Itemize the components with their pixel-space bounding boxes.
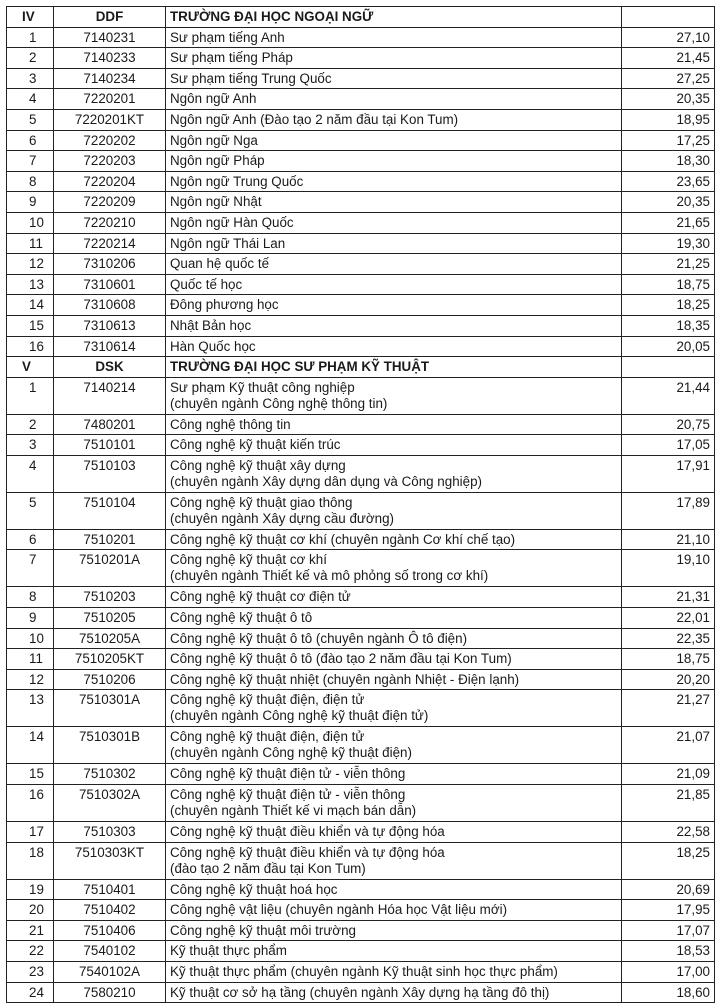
table-row	[7, 727, 715, 764]
section-name: TRƯỜNG ĐẠI HỌC SƯ PHẠM KỸ THUẬT	[166, 357, 622, 378]
table-row	[7, 900, 715, 921]
cutoff-score: 27,25	[622, 68, 715, 89]
major-code: 7220204	[54, 171, 166, 192]
table-row	[7, 842, 715, 879]
major-name-line: Hàn Quốc học	[170, 338, 256, 354]
cutoff-score: 21,45	[622, 48, 715, 69]
major-code: 7140234	[54, 68, 166, 89]
major-code: 7220214	[54, 233, 166, 254]
major-code: 7140231	[54, 27, 166, 48]
major-name-line: Ngôn ngữ Pháp	[170, 153, 265, 169]
major-name	[166, 941, 622, 962]
cutoff-score: 18,75	[622, 649, 715, 670]
table-row	[7, 27, 715, 48]
major-name-line: Nhật Bản học	[170, 317, 252, 333]
row-number: 15	[7, 764, 54, 785]
major-name	[166, 879, 622, 900]
row-number: 6	[7, 130, 54, 151]
major-name-line: Ngôn ngữ Hàn Quốc	[170, 214, 294, 230]
row-number: 9	[7, 192, 54, 213]
major-name-line: Ngôn ngữ Nhật	[170, 194, 262, 210]
major-name-line: Quốc tế học	[170, 276, 243, 292]
row-number: 17	[7, 822, 54, 843]
major-name	[166, 212, 622, 233]
row-number: 13	[7, 274, 54, 295]
major-name	[166, 435, 622, 456]
major-code: 7510201A	[54, 550, 166, 587]
row-number: 8	[7, 587, 54, 608]
major-name-line: Quan hệ quốc tế	[170, 256, 270, 272]
cutoff-score: 20,35	[622, 192, 715, 213]
table-row	[7, 941, 715, 962]
table-row	[7, 529, 715, 550]
major-code: 7140233	[54, 48, 166, 69]
major-name-line: Kỹ thuật thực phẩm (chuyên ngành Kỹ thuật sinh học thực phẩm)	[170, 964, 558, 979]
admission-scores-table	[6, 6, 715, 1003]
major-name-line: Sư phạm tiếng Trung Quốc	[170, 70, 332, 86]
section-code: DDF	[54, 7, 166, 28]
major-name-line: Công nghệ kỹ thuật môi trường	[170, 922, 356, 938]
major-name	[166, 192, 622, 213]
table-row	[7, 233, 715, 254]
major-name	[166, 608, 622, 629]
cutoff-score: 17,00	[622, 962, 715, 983]
row-number: 11	[7, 649, 54, 670]
major-name-line: Công nghệ kỹ thuật điều khiển và tự động hóa	[170, 824, 445, 840]
row-number: 4	[7, 455, 54, 492]
major-name	[166, 529, 622, 550]
row-number: 18	[7, 842, 54, 879]
major-code: 7510402	[54, 900, 166, 921]
major-name-line: Sư phạm Kỹ thuật công nghiệp	[170, 379, 355, 395]
major-name	[166, 68, 622, 89]
major-name	[166, 492, 622, 529]
cutoff-score: 23,65	[622, 171, 715, 192]
cutoff-score: 18,75	[622, 274, 715, 295]
table-row	[7, 690, 715, 727]
major-name	[166, 109, 622, 130]
major-name	[166, 336, 622, 357]
table-row	[7, 68, 715, 89]
cutoff-score: 18,35	[622, 315, 715, 336]
major-code: 7220203	[54, 151, 166, 172]
cutoff-score: 22,35	[622, 628, 715, 649]
row-number: 2	[7, 414, 54, 435]
major-code: 7510205A	[54, 628, 166, 649]
row-number: 4	[7, 89, 54, 110]
major-code: 7510103	[54, 455, 166, 492]
major-name-line: Công nghệ kỹ thuật hoá học	[170, 881, 338, 897]
cutoff-score: 20,35	[622, 89, 715, 110]
row-number: 1	[7, 377, 54, 414]
cutoff-score: 17,07	[622, 920, 715, 941]
major-name-subline: (chuyên ngành Thiết kế vi mạch bán dẫn)	[170, 803, 417, 819]
cutoff-score: 27,10	[622, 27, 715, 48]
major-name-line: Công nghệ kỹ thuật điện tử - viễn thông	[170, 787, 406, 803]
table-row	[7, 669, 715, 690]
row-number: 3	[7, 68, 54, 89]
major-name-line: Sư phạm tiếng Anh	[170, 29, 285, 45]
major-code: 7220210	[54, 212, 166, 233]
major-code: 7510302A	[54, 785, 166, 822]
section-name: TRƯỜNG ĐẠI HỌC NGOẠI NGỮ	[166, 7, 622, 28]
major-code: 7220201KT	[54, 109, 166, 130]
major-code: 7510301B	[54, 727, 166, 764]
major-name	[166, 962, 622, 983]
row-number: 10	[7, 212, 54, 233]
cutoff-score: 21,31	[622, 587, 715, 608]
cutoff-score: 17,25	[622, 130, 715, 151]
table-row	[7, 962, 715, 983]
table-row	[7, 435, 715, 456]
major-code: 7220209	[54, 192, 166, 213]
major-code: 7510406	[54, 920, 166, 941]
cutoff-score: 17,91	[622, 455, 715, 492]
major-code: 7540102	[54, 941, 166, 962]
major-name-subline: (đào tạo 2 năm đầu tại Kon Tum)	[170, 860, 366, 876]
major-code: 7480201	[54, 414, 166, 435]
major-name	[166, 982, 622, 1003]
major-name	[166, 900, 622, 921]
cutoff-score: 18,53	[622, 941, 715, 962]
cutoff-score: 21,85	[622, 785, 715, 822]
major-name	[166, 628, 622, 649]
major-name	[166, 254, 622, 275]
major-name	[166, 455, 622, 492]
cutoff-score: 19,10	[622, 550, 715, 587]
major-name-line: Ngôn ngữ Anh (Đào tạo 2 năm đầu tại Kon Tum)	[170, 111, 459, 127]
cutoff-score: 18,25	[622, 842, 715, 879]
major-name-line: Công nghệ kỹ thuật điện, điện tử	[170, 729, 365, 745]
major-code: 7310614	[54, 336, 166, 357]
cutoff-score: 20,20	[622, 669, 715, 690]
major-name	[166, 920, 622, 941]
table-row	[7, 151, 715, 172]
major-name-subline: (chuyên ngành Thiết kế và mô phỏng số trong cơ khí)	[170, 568, 489, 584]
major-code: 7310613	[54, 315, 166, 336]
cutoff-score: 21,07	[622, 727, 715, 764]
table-row	[7, 822, 715, 843]
major-name-line: Công nghệ vật liệu (chuyên ngành Hóa học Vật liệu mới)	[170, 902, 508, 918]
table-row	[7, 171, 715, 192]
major-name	[166, 48, 622, 69]
row-number: 24	[7, 982, 54, 1003]
major-name-line: Công nghệ kỹ thuật điện, điện tử	[170, 692, 365, 708]
table-row	[7, 455, 715, 492]
row-number: 7	[7, 550, 54, 587]
major-name	[166, 151, 622, 172]
major-name-line: Kỹ thuật thực phẩm	[170, 943, 287, 959]
row-number: 6	[7, 529, 54, 550]
major-name-line: Công nghệ kỹ thuật xây dựng	[170, 457, 346, 473]
major-name-line: Sư phạm tiếng Pháp	[170, 50, 293, 66]
major-name-line: Công nghệ kỹ thuật cơ khí	[170, 552, 327, 568]
major-name	[166, 89, 622, 110]
major-code: 7510205	[54, 608, 166, 629]
major-name	[166, 669, 622, 690]
table-row	[7, 785, 715, 822]
section-header-row	[7, 7, 715, 28]
section-header-row	[7, 357, 715, 378]
cutoff-score: 17,95	[622, 900, 715, 921]
major-name-line: Công nghệ kỹ thuật cơ điện tử	[170, 589, 351, 605]
table-row	[7, 982, 715, 1003]
table-row	[7, 550, 715, 587]
table-row	[7, 212, 715, 233]
major-name-line: Đông phương học	[170, 297, 279, 313]
major-code: 7510303	[54, 822, 166, 843]
major-name-line: Ngôn ngữ Anh	[170, 91, 257, 107]
table-row	[7, 587, 715, 608]
major-code: 7510104	[54, 492, 166, 529]
major-name	[166, 785, 622, 822]
table-row	[7, 89, 715, 110]
major-name	[166, 274, 622, 295]
table-row	[7, 628, 715, 649]
table-row	[7, 336, 715, 357]
major-name	[166, 27, 622, 48]
major-name	[166, 295, 622, 316]
major-name	[166, 587, 622, 608]
row-number: 22	[7, 941, 54, 962]
major-name	[166, 550, 622, 587]
table-row	[7, 130, 715, 151]
major-name	[166, 764, 622, 785]
section-roman: V	[7, 357, 54, 378]
table-row	[7, 315, 715, 336]
cutoff-score: 20,05	[622, 336, 715, 357]
major-name-line: Ngôn ngữ Nga	[170, 132, 258, 148]
major-name-line: Ngôn ngữ Thái Lan	[170, 235, 286, 251]
major-name	[166, 171, 622, 192]
major-name-line: Kỹ thuật cơ sở hạ tầng (chuyên ngành Xây dựng hạ tầng đô thị)	[170, 984, 550, 1000]
row-number: 9	[7, 608, 54, 629]
major-name	[166, 377, 622, 414]
table-row	[7, 192, 715, 213]
section-roman: IV	[7, 7, 54, 28]
table-row	[7, 492, 715, 529]
major-code: 7220202	[54, 130, 166, 151]
major-name	[166, 233, 622, 254]
cutoff-score: 22,01	[622, 608, 715, 629]
cutoff-score: 22,58	[622, 822, 715, 843]
major-name-line: Công nghệ kỹ thuật ô tô (chuyên ngành Ô tô điện)	[170, 630, 468, 646]
table-body	[7, 7, 715, 1003]
table-row	[7, 274, 715, 295]
major-name-line: Công nghệ kỹ thuật ô tô	[170, 610, 313, 626]
major-name-line: Công nghệ kỹ thuật điện tử - viễn thông	[170, 766, 406, 782]
table-row	[7, 879, 715, 900]
row-number: 7	[7, 151, 54, 172]
major-name	[166, 842, 622, 879]
major-code: 7510206	[54, 669, 166, 690]
major-code: 7580210	[54, 982, 166, 1003]
table-row	[7, 295, 715, 316]
table-row	[7, 649, 715, 670]
major-code: 7310206	[54, 254, 166, 275]
row-number: 11	[7, 233, 54, 254]
cutoff-score: 21,09	[622, 764, 715, 785]
major-name-line: Công nghệ kỹ thuật kiến trúc	[170, 437, 341, 453]
row-number: 5	[7, 109, 54, 130]
major-code: 7220201	[54, 89, 166, 110]
row-number: 1	[7, 27, 54, 48]
major-code: 7510201	[54, 529, 166, 550]
cutoff-score: 19,30	[622, 233, 715, 254]
major-code: 7510205KT	[54, 649, 166, 670]
table-row	[7, 377, 715, 414]
cutoff-score: 20,69	[622, 879, 715, 900]
row-number: 20	[7, 900, 54, 921]
cutoff-score: 20,75	[622, 414, 715, 435]
major-name	[166, 414, 622, 435]
table-row	[7, 48, 715, 69]
table-row	[7, 920, 715, 941]
major-code: 7310608	[54, 295, 166, 316]
row-number: 5	[7, 492, 54, 529]
table-row	[7, 254, 715, 275]
major-name-line: Công nghệ kỹ thuật điều khiển và tự động hóa	[170, 844, 445, 860]
table-row	[7, 109, 715, 130]
major-name-subline: (chuyên ngành Công nghệ thông tin)	[170, 395, 388, 411]
cutoff-score: 21,10	[622, 529, 715, 550]
major-name	[166, 727, 622, 764]
cutoff-score: 18,25	[622, 295, 715, 316]
cutoff-score: 17,05	[622, 435, 715, 456]
major-code: 7140214	[54, 377, 166, 414]
cutoff-score: 21,25	[622, 254, 715, 275]
row-number: 23	[7, 962, 54, 983]
cutoff-score: 18,95	[622, 109, 715, 130]
row-number: 14	[7, 727, 54, 764]
major-name	[166, 315, 622, 336]
cutoff-score: 21,65	[622, 212, 715, 233]
major-name-line: Công nghệ kỹ thuật ô tô (đào tạo 2 năm đầu tại Kon Tum)	[170, 651, 512, 667]
major-name	[166, 130, 622, 151]
major-code: 7510303KT	[54, 842, 166, 879]
section-code: DSK	[54, 357, 166, 378]
row-number: 19	[7, 879, 54, 900]
row-number: 16	[7, 336, 54, 357]
major-code: 7510203	[54, 587, 166, 608]
major-name	[166, 649, 622, 670]
major-name-subline: (chuyên ngành Xây dựng dân dụng và Công nghiệp)	[170, 473, 482, 489]
major-name-subline: (chuyên ngành Công nghệ kỹ thuật điện tử)	[170, 708, 429, 724]
table-row	[7, 764, 715, 785]
major-name-subline: (chuyên ngành Công nghệ kỹ thuật điện)	[170, 745, 412, 761]
cutoff-score: 21,44	[622, 377, 715, 414]
major-code: 7510101	[54, 435, 166, 456]
row-number: 14	[7, 295, 54, 316]
major-name-line: Công nghệ kỹ thuật giao thông	[170, 494, 353, 510]
major-code: 7510401	[54, 879, 166, 900]
row-number: 13	[7, 690, 54, 727]
cutoff-score: 18,30	[622, 151, 715, 172]
major-code: 7540102A	[54, 962, 166, 983]
cutoff-score: 17,89	[622, 492, 715, 529]
major-code: 7510302	[54, 764, 166, 785]
cutoff-score: 21,27	[622, 690, 715, 727]
section-score-empty	[622, 357, 715, 378]
major-name-line: Ngôn ngữ Trung Quốc	[170, 173, 304, 189]
row-number: 10	[7, 628, 54, 649]
row-number: 12	[7, 254, 54, 275]
major-name	[166, 690, 622, 727]
major-code: 7310601	[54, 274, 166, 295]
major-code: 7510301A	[54, 690, 166, 727]
cutoff-score: 18,60	[622, 982, 715, 1003]
row-number: 2	[7, 48, 54, 69]
major-name	[166, 822, 622, 843]
major-name-subline: (chuyên ngành Xây dựng cầu đường)	[170, 510, 394, 526]
row-number: 12	[7, 669, 54, 690]
row-number: 8	[7, 171, 54, 192]
major-name-line: Công nghệ kỹ thuật nhiệt (chuyên ngành Nhiệt - Điện lạnh)	[170, 671, 520, 687]
table-row	[7, 414, 715, 435]
row-number: 21	[7, 920, 54, 941]
table-row	[7, 608, 715, 629]
section-score-empty	[622, 7, 715, 28]
row-number: 3	[7, 435, 54, 456]
major-name-line: Công nghệ thông tin	[170, 416, 291, 432]
row-number: 16	[7, 785, 54, 822]
major-name-line: Công nghệ kỹ thuật cơ khí (chuyên ngành Cơ khí chế tạo)	[170, 531, 516, 547]
row-number: 15	[7, 315, 54, 336]
